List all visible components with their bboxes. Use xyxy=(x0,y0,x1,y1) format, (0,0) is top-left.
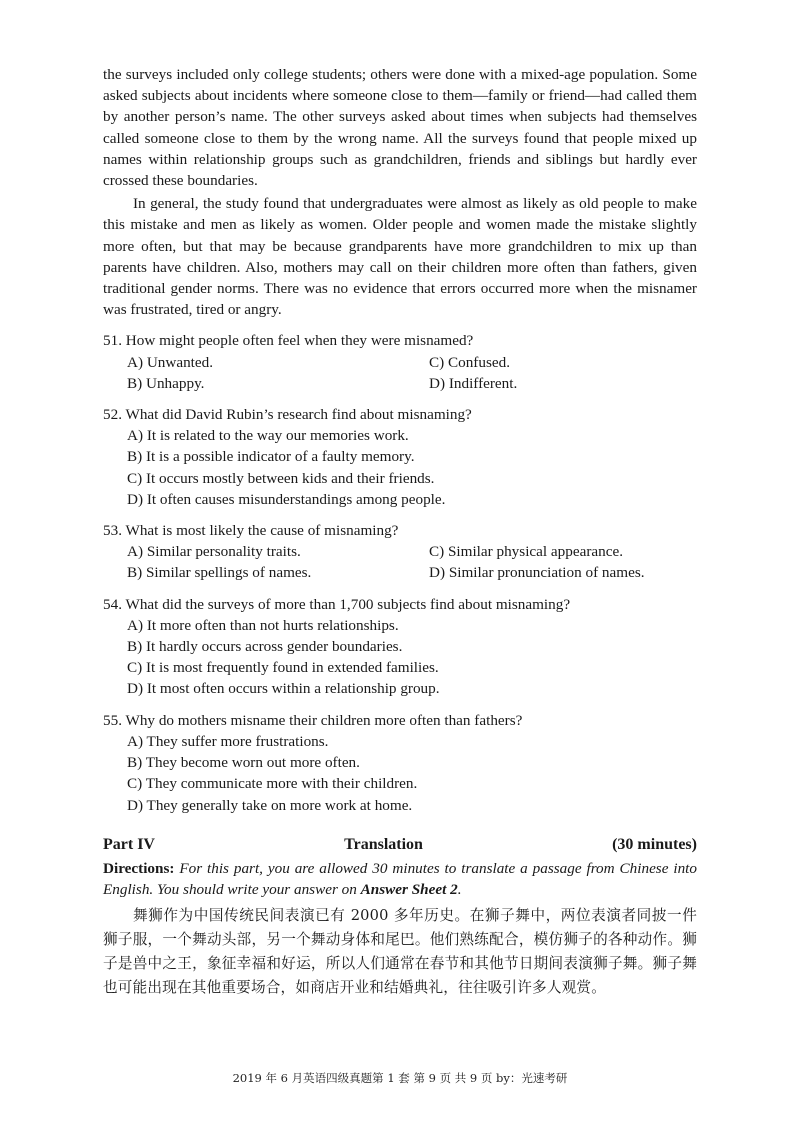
option-d: D) It often causes misunderstandings among people. xyxy=(127,490,446,508)
option-a: A) It is related to the way our memories work. xyxy=(127,427,409,445)
option-a: A) It more often than not hurts relationships. xyxy=(127,616,399,634)
option-b: B) They become worn out more often. xyxy=(127,754,360,772)
option-c: C) It is most frequently found in extended families. xyxy=(127,659,439,677)
directions-text: For this part, you are allowed 30 minutes to translate a passage from Chinese into English. You should write your answer on xyxy=(103,859,697,898)
question-stem: 52. What did David Rubin’s research find about misnaming? xyxy=(103,406,472,424)
question-53 xyxy=(103,520,697,584)
option-c: C) It occurs mostly between kids and their friends. xyxy=(127,469,435,487)
option-a: A) Similar personality traits. xyxy=(127,543,301,561)
option-d: D) Indifferent. xyxy=(429,374,518,392)
directions-label: Directions: xyxy=(103,859,175,877)
option-c: C) They communicate more with their children. xyxy=(127,775,418,793)
option-d: D) They generally take on more work at home. xyxy=(127,796,413,814)
option-c: C) Similar physical appearance. xyxy=(429,543,623,561)
option-b: B) Similar spellings of names. xyxy=(127,564,312,582)
option-b: B) It is a possible indicator of a faulty memory. xyxy=(127,448,415,466)
option-c: C) Confused. xyxy=(429,353,510,371)
answer-sheet-ref: Answer Sheet 2 xyxy=(360,880,458,898)
question-52 xyxy=(103,404,697,510)
question-51 xyxy=(103,330,697,394)
option-b: B) Unhappy. xyxy=(127,374,205,392)
option-d: D) Similar pronunciation of names. xyxy=(429,564,645,582)
directions xyxy=(103,858,697,900)
exam-page xyxy=(103,64,697,1000)
passage-paragraph-2: In general, the study found that undergraduates were almost as likely as old people to make this mistake and men as likely as women. Older people and women made the mistake slightly more often, but that may be because grandparents have more grandchildren to mix up than parents have children. Also, mothers may call on their children more often than fathers, given traditional gender norms. There was no evidence that errors occurred more when the misnamer was frustrated, tired or angry. xyxy=(103,195,697,319)
page-footer: 2019 年 6 月英语四级真题第 1 套 第 9 页 共 9 页 by：光速考研 xyxy=(232,1071,568,1085)
question-stem: 53. What is most likely the cause of misnaming? xyxy=(103,522,399,540)
question-54 xyxy=(103,594,697,700)
option-a: A) They suffer more frustrations. xyxy=(127,732,329,750)
part-label: Part IV xyxy=(103,835,155,853)
part-time: (30 minutes) xyxy=(612,835,697,853)
question-stem: 51. How might people often feel when they were misnamed? xyxy=(103,332,474,350)
part-iv-header xyxy=(103,834,697,856)
part-title: Translation xyxy=(344,835,423,853)
question-55 xyxy=(103,710,697,816)
question-stem: 55. Why do mothers misname their children more often than fathers? xyxy=(103,711,523,729)
directions-end: . xyxy=(457,880,462,898)
passage-paragraph-1: the surveys included only college students; others were done with a mixed-age population. Some asked subjects about incidents where someone close to them—family or friend—had called them by another person’s name. The other surveys asked about times when subjects had themselves called someone close to them by the wrong name. All the surveys found that people mixed up names within relationship groups such as grandchildren, friends and siblings but hardly ever crossed these boundaries. xyxy=(103,66,697,190)
option-d: D) It most often occurs within a relationship group. xyxy=(127,680,440,698)
chinese-passage: 舞狮作为中国传统民间表演已有 2000 多年历史。在狮子舞中，两位表演者同披一件狮子服，一个舞动头部，另一个舞动身体和尾巴。他们熟练配合，模仿狮子的各种动作。狮子是兽中之王，象征幸福和好运，所以人们通常在春节和其他节日期间表演狮子舞。狮子舞也可能出现在其他重要场合，如商店开业和结婚典礼，往往吸引许多人观赏。 xyxy=(103,907,697,997)
question-stem: 54. What did the surveys of more than 1,700 subjects find about misnaming? xyxy=(103,595,571,613)
option-b: B) It hardly occurs across gender boundaries. xyxy=(127,638,403,656)
option-a: A) Unwanted. xyxy=(127,353,214,371)
